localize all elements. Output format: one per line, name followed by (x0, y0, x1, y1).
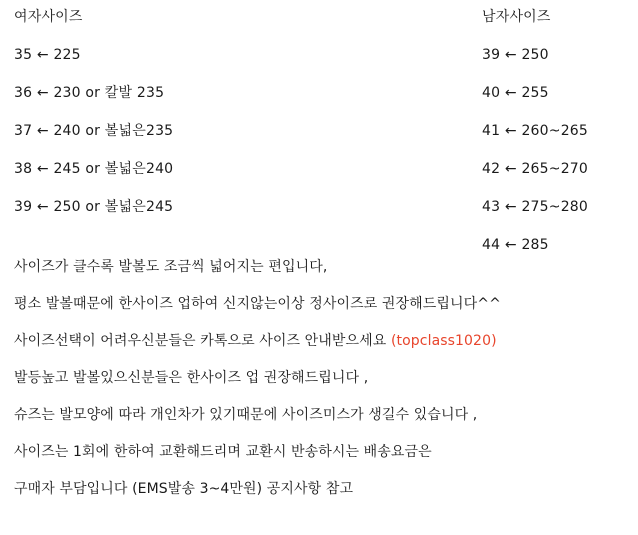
women-size-row: 38 ← 245 or 볼넓은240 (14, 161, 174, 177)
size-note: 슈즈는 발모양에 따라 개인차가 있기때문에 사이즈미스가 생길수 있습니다 , (14, 407, 478, 423)
size-note: 발등높고 발볼있으신분들은 한사이즈 업 권장해드립니다 , (14, 370, 369, 386)
men-size-row: 43 ← 275~280 (482, 199, 589, 215)
women-size-column (14, 8, 464, 236)
size-note: 구매자 부담입니다 (EMS발송 3~4만원) 공지사항 참고 (14, 481, 354, 497)
size-note: 사이즈는 1회에 한하여 교환해드리며 교환시 반송하시는 배송요금은 (14, 444, 432, 460)
men-size-row: 40 ← 255 (482, 85, 549, 101)
women-size-row: 36 ← 230 or 칼발 235 (14, 85, 165, 101)
men-size-row: 42 ← 265~270 (482, 161, 589, 177)
men-size-column (482, 8, 632, 274)
men-size-row: 39 ← 250 (482, 47, 549, 63)
women-size-row: 37 ← 240 or 볼넓은235 (14, 123, 174, 139)
men-size-header: 남자사이즈 (482, 9, 551, 25)
women-size-row: 39 ← 250 or 볼넓은245 (14, 199, 174, 215)
size-notes (14, 258, 634, 517)
size-note-text: 사이즈선택이 어려우신분들은 카톡으로 사이즈 안내받으세요 (14, 333, 391, 349)
size-note-kakao (14, 332, 634, 350)
kakao-id: (topclass1020) (390, 333, 497, 349)
size-note: 평소 발볼때문에 한사이즈 업하여 신지않는이상 정사이즈로 권장해드립니다^^ (14, 296, 501, 312)
women-size-row: 35 ← 225 (14, 47, 81, 63)
men-size-row: 44 ← 285 (482, 237, 549, 253)
size-note: 사이즈가 클수록 발볼도 조금씩 넓어지는 편입니다, (14, 259, 328, 275)
men-size-row: 41 ← 260~265 (482, 123, 589, 139)
women-size-header: 여자사이즈 (14, 9, 83, 25)
